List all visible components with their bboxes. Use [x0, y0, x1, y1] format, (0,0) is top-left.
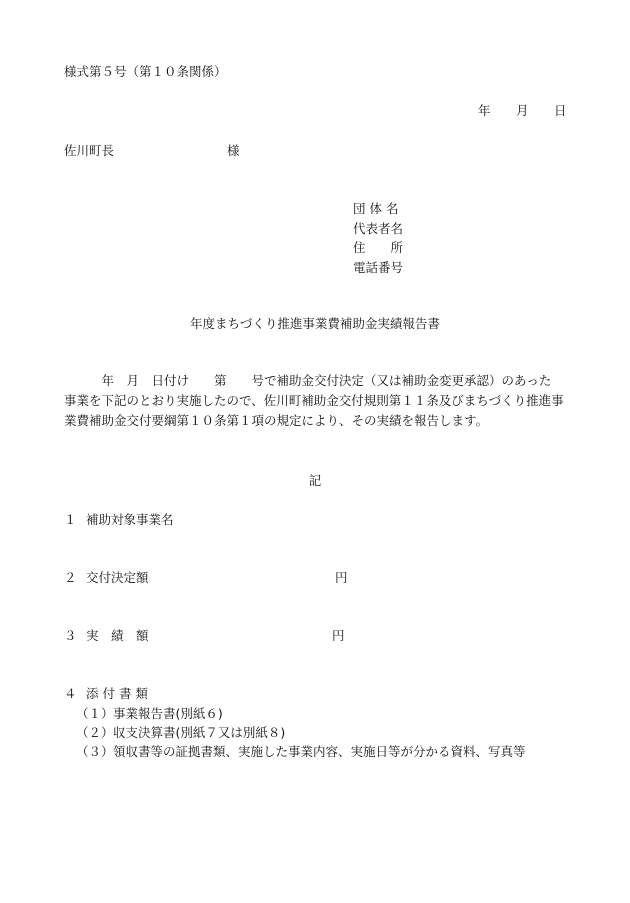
applicant-field-organization: 団 体 名 — [353, 201, 399, 216]
date-day-label: 日 — [554, 103, 567, 118]
attachment-number: （１） — [76, 706, 114, 721]
addressee-suffix: 様 — [227, 143, 240, 158]
date-month-label: 月 — [516, 103, 529, 118]
item-number: ２ — [64, 570, 77, 585]
body-line: 年 月 日付け 第 号で補助金交付決定（又は補助金変更承認）のあった — [64, 373, 552, 388]
addressee-name: 佐川町長 — [64, 143, 115, 158]
item-label-attachments: 添 付 書 類 — [86, 686, 148, 701]
body-line: 事業を下記のとおり実施したので、佐川町補助金交付規則第１１条及びまちづくり推進事 — [64, 393, 564, 408]
item-number: ３ — [64, 628, 77, 643]
yen-unit-label: 円 — [332, 628, 345, 643]
item-number: １ — [64, 512, 77, 527]
attachment-number: （３） — [76, 744, 114, 759]
item-number: ４ — [64, 686, 77, 701]
yen-unit-label: 円 — [335, 570, 348, 585]
form-label: 様式第５号（第１０条関係） — [64, 64, 227, 79]
attachment-text: 事業報告書(別紙６) — [113, 706, 223, 721]
attachment-text: 収支決算書(別紙７又は別紙８) — [113, 725, 286, 740]
item-label-project-name: 補助対象事業名 — [86, 512, 174, 527]
applicant-field-phone: 電話番号 — [353, 260, 404, 275]
ki-heading: 記 — [308, 473, 322, 488]
item-label-grant-amount: 交付決定額 — [86, 570, 149, 585]
document-title: 年度まちづくり推進事業費補助金実績報告書 — [190, 316, 440, 331]
body-line: 業費補助金交付要綱第１０条第１項の規定により、その実績を報告します。 — [64, 413, 489, 428]
item-label-actual-amount: 実 績 額 — [86, 628, 149, 643]
applicant-field-representative: 代表者名 — [353, 221, 404, 236]
applicant-field-address: 住 所 — [353, 240, 404, 255]
attachment-text: 領収書等の証拠書類、実施した事業内容、実施日等が分かる資料、写真等 — [113, 744, 526, 759]
date-year-label: 年 — [478, 103, 491, 118]
attachment-number: （２） — [76, 725, 114, 740]
